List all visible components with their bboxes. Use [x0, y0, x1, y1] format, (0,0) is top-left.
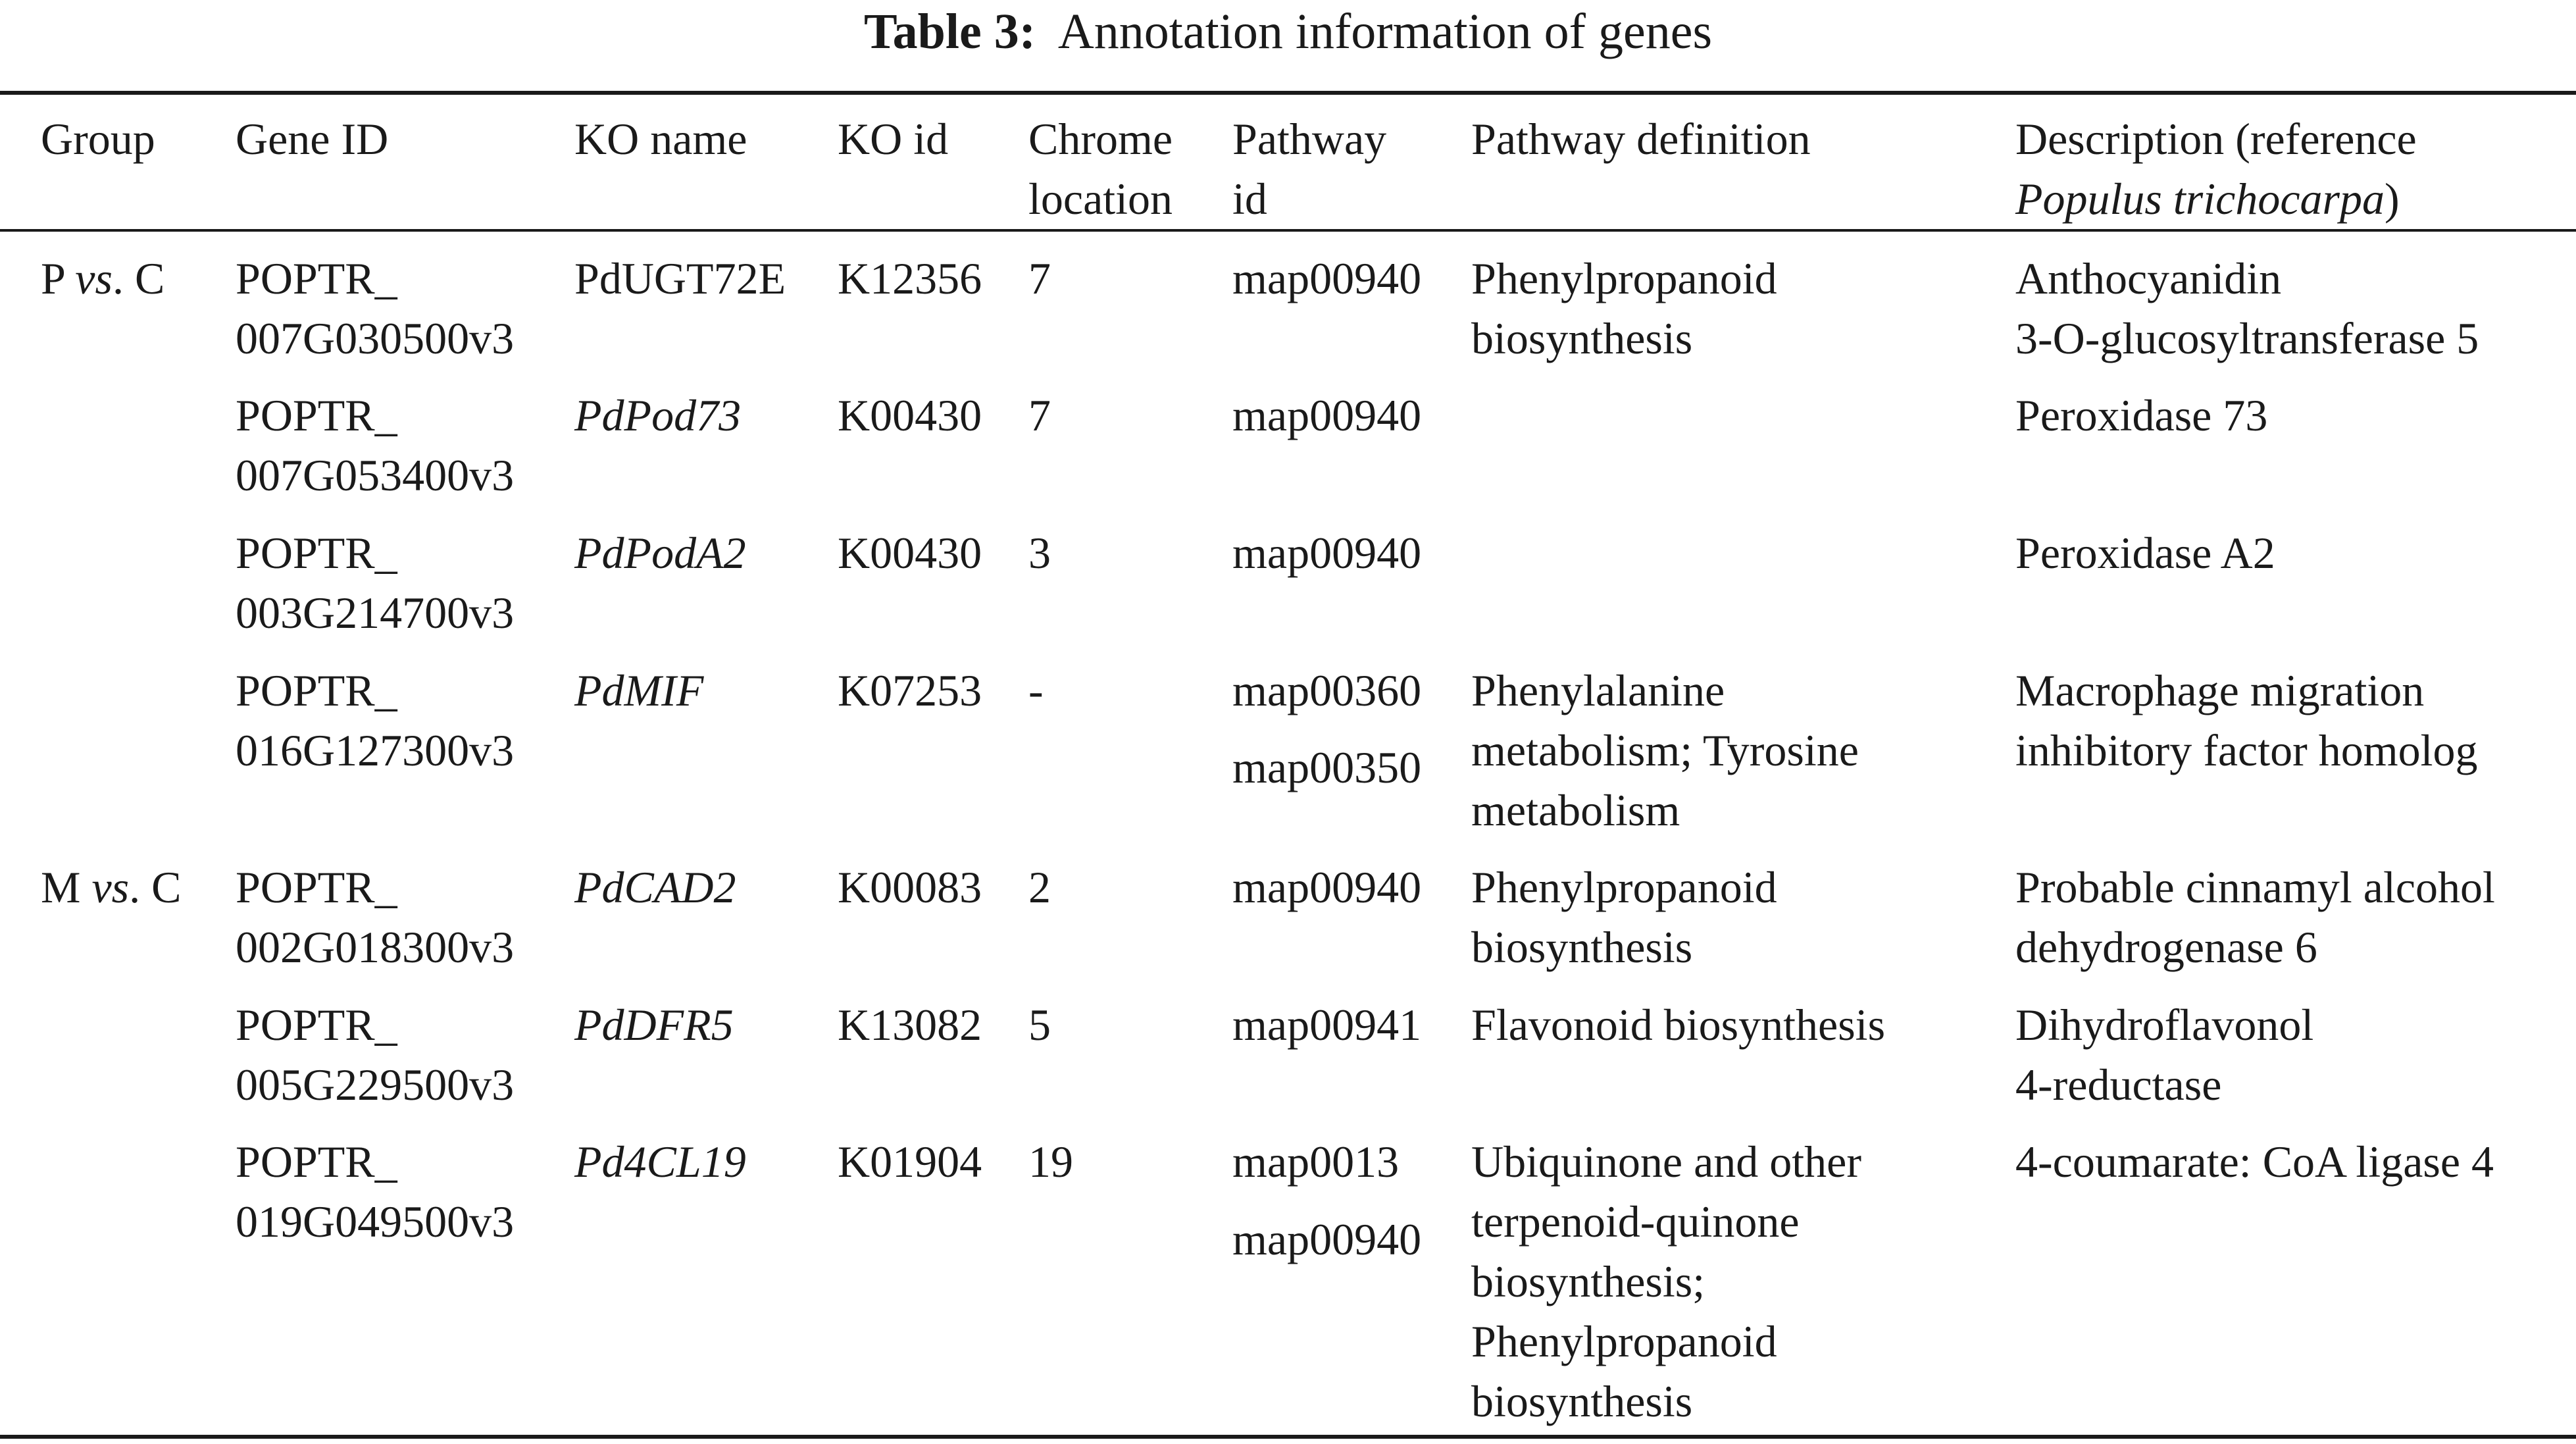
row-1-ko-id: K12356: [838, 253, 982, 303]
row-1-ko-name: PdUGT72E: [574, 253, 786, 303]
row-6-chrome: 5: [1028, 1000, 1051, 1050]
row-2-ko-id: K00430: [838, 390, 982, 440]
row-6-pathway-id: map00941: [1232, 1000, 1422, 1050]
header-description: Description (reference Populus trichocarpa): [2015, 114, 2417, 224]
row-3-description: Peroxidase A2: [2015, 528, 2275, 578]
header-chrome-location: Chrome location: [1028, 114, 1173, 224]
row-2-pathway-id: map00940: [1232, 390, 1422, 440]
row-6-ko-id: K13082: [838, 1000, 982, 1050]
row-3-pathway-id: map00940: [1232, 528, 1422, 578]
row-1-description: Anthocyanidin 3-O-glucosyltransferase 5: [2015, 253, 2479, 363]
row-4-pathway-definition: Phenylalanine metabolism; Tyrosine metabolism: [1471, 665, 1859, 835]
row-5-group: M vs. C: [41, 862, 182, 912]
row-4-gene-id: POPTR_ 016G127300v3: [236, 665, 515, 775]
row-7-gene-id: POPTR_ 019G049500v3: [236, 1137, 515, 1247]
row-4-pathway-id-1: map00360: [1232, 665, 1422, 715]
row-5-chrome: 2: [1028, 862, 1051, 912]
row-3-ko-name: PdPodA2: [574, 528, 746, 578]
row-4-ko-name: PdMIF: [574, 665, 704, 715]
row-7-pathway-definition: Ubiquinone and other terpenoid-quinone biosynthesis; Phenylpropanoid biosynthesis: [1471, 1137, 1861, 1426]
row-1-group: P vs. C: [41, 253, 165, 303]
row-1-chrome: 7: [1028, 253, 1051, 303]
table-caption-label: Table 3:: [863, 4, 1036, 59]
row-5-description: Probable cinnamyl alcohol dehydrogenase 6: [2015, 862, 2495, 972]
row-4-pathway-id-2: map00350: [1232, 742, 1422, 792]
row-7-pathway-id-2: map00940: [1232, 1214, 1422, 1264]
row-6-gene-id: POPTR_ 005G229500v3: [236, 1000, 515, 1110]
row-3-ko-id: K00430: [838, 528, 982, 578]
row-7-ko-id: K01904: [838, 1137, 982, 1187]
row-3-chrome: 3: [1028, 528, 1051, 578]
row-6-pathway-definition: Flavonoid biosynthesis: [1471, 1000, 1886, 1050]
row-2-description: Peroxidase 73: [2015, 390, 2268, 440]
row-5-ko-id: K00083: [838, 862, 982, 912]
row-1-gene-id: POPTR_ 007G030500v3: [236, 253, 515, 363]
row-2-ko-name: PdPod73: [574, 390, 742, 440]
row-5-ko-name: PdCAD2: [574, 862, 736, 912]
row-4-ko-id: K07253: [838, 665, 982, 715]
row-7-ko-name: Pd4CL19: [574, 1137, 746, 1187]
row-6-ko-name: PdDFR5: [574, 1000, 734, 1050]
row-7-description: 4-coumarate: CoA ligase 4: [2015, 1137, 2494, 1187]
row-1-pathway-id: map00940: [1232, 253, 1422, 303]
header-group: Group: [41, 114, 155, 164]
row-5-pathway-definition: Phenylpropanoid biosynthesis: [1471, 862, 1777, 972]
header-gene-id: Gene ID: [236, 114, 389, 164]
row-4-chrome: -: [1028, 665, 1044, 715]
row-3-gene-id: POPTR_ 003G214700v3: [236, 528, 515, 638]
header-pathway-definition: Pathway definition: [1471, 114, 1811, 164]
row-5-pathway-id: map00940: [1232, 862, 1422, 912]
row-6-description: Dihydroflavonol 4-reductase: [2015, 1000, 2314, 1110]
row-5-gene-id: POPTR_ 002G018300v3: [236, 862, 515, 972]
header-ko-name: KO name: [574, 114, 747, 164]
row-2-gene-id: POPTR_ 007G053400v3: [236, 390, 515, 500]
row-4-description: Macrophage migration inhibitory factor homolog: [2015, 665, 2478, 775]
header-pathway-id: Pathway id: [1232, 114, 1387, 224]
table-caption-title: Annotation information of genes: [1057, 4, 1713, 59]
row-1-pathway-definition: Phenylpropanoid biosynthesis: [1471, 253, 1777, 363]
row-7-chrome: 19: [1028, 1137, 1073, 1187]
row-7-pathway-id-1: map0013: [1232, 1137, 1400, 1187]
header-ko-id: KO id: [838, 114, 949, 164]
row-2-chrome: 7: [1028, 390, 1051, 440]
